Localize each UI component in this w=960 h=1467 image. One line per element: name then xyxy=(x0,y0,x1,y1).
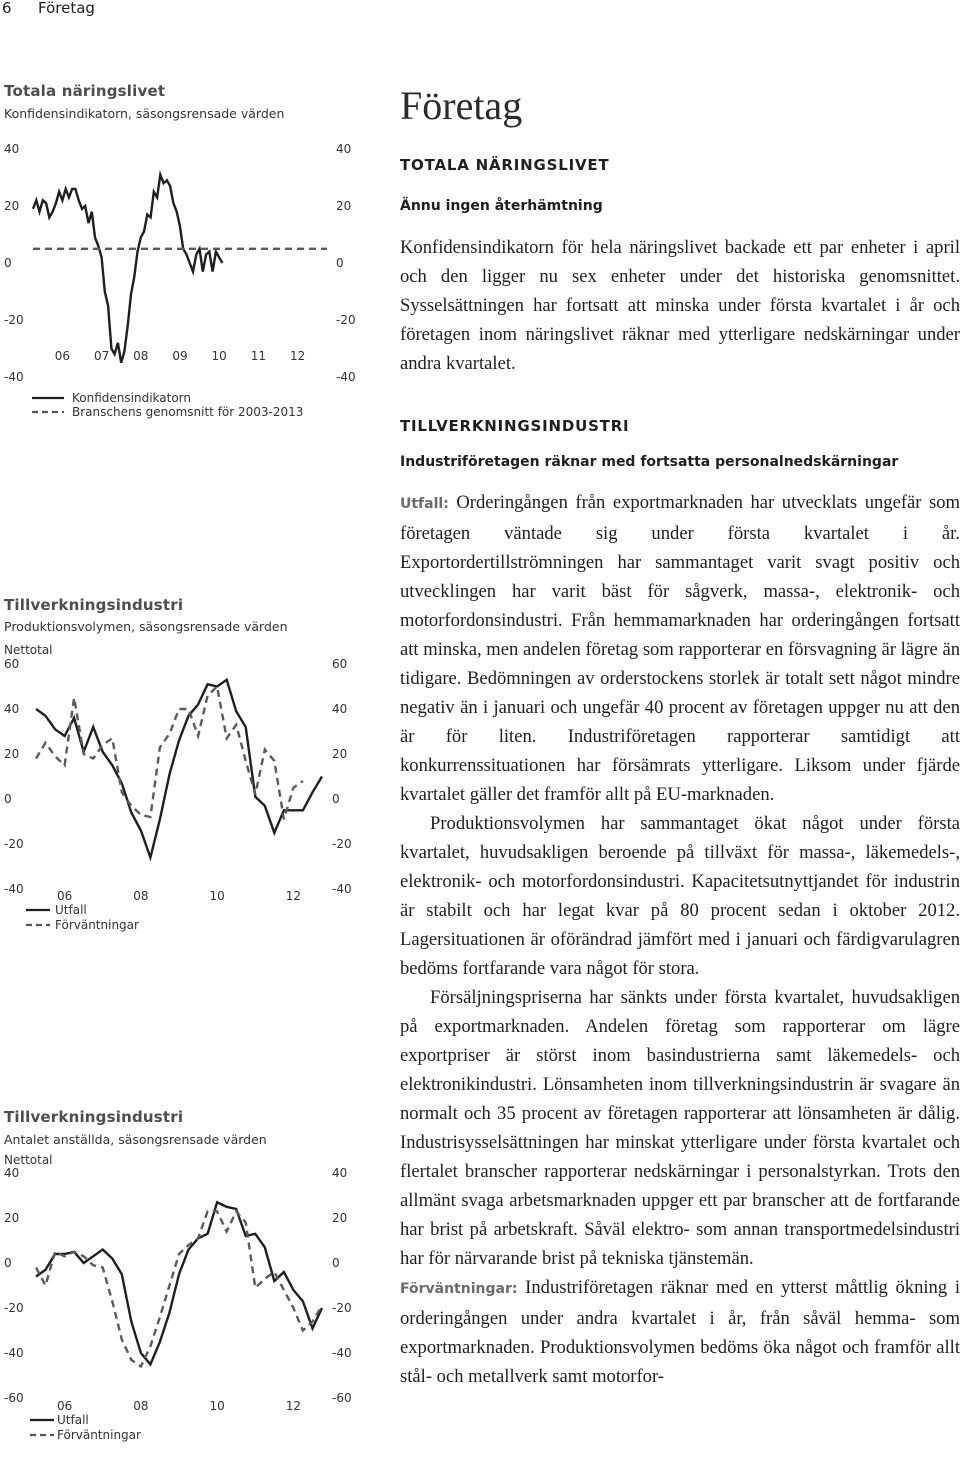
section-total-title: TOTALA NÄRINGSLIVET xyxy=(400,156,610,174)
y-tick-label-left: -20 xyxy=(4,837,24,851)
paragraph: Försäljningspriserna har sänkts under första kvartalet, huvudsakligen på exportmarknaden. Andelen företag som rapporterar om lägre exportpriser är störst inom basindustrierna samt läkemedels- och elektronikindustri. Lönsamheten inom tillverkningsindustrin är svagare än normalt och 35 procent av företagen rapporterar att lönsamheten är dålig. Industrisysselsättningen har minskat ytterligare under första kvartalet och flertalet branscher rapporterar nedskärningar i personalstyrkan. Trots den allmänt svaga arbetsmarknaden uppger ett par branscher att de fortfarande har brist på arbetskraft. Såväl elektro- som annan transportmedelsindustri har för närvarande brist på tekniska tjänstemän. xyxy=(400,987,960,1269)
x-tick-label: 06 xyxy=(56,889,73,903)
chart-production-unit: Nettotal xyxy=(4,643,53,657)
y-tick-label-right: -40 xyxy=(332,1346,352,1360)
y-tick-label-right: -20 xyxy=(332,837,352,851)
outcome-label: Utfall: xyxy=(400,496,449,512)
legend-label-expectations: Förväntningar xyxy=(55,918,139,932)
y-tick-label-right: 0 xyxy=(332,1256,340,1270)
chart-production-legend xyxy=(26,903,139,932)
paragraph-text: Orderingången från exportmarknaden har utvecklats ungefär som företagen väntade sig under första kvartalet i år. Exportordertillströmningen har sammantaget varit svagt positiv och utvecklingen har varit bäst för sågverk, massa-, elektronik- och motorfordonsindustri. Från hemmamarknaden har orderingången fortsatt att minska, men andelen företag som rapporterar en försvagning är lägre än tidigare. Bedömningen av orderstockens storlek är totalt sett något mindre negativ än i januari och ungefär 40 procent av företagen uppger nu att den är för liten. Industriföretagen rapporterar samtidigt att konkurrenssituationen har försämrats ytterligare. Liksom under fjärde kvartalet gäller det framför allt på EU-marknaden. xyxy=(400,492,960,805)
y-tick-label-left: 40 xyxy=(4,142,20,156)
y-tick-label-right: -60 xyxy=(332,1391,352,1405)
y-tick-label-left: -40 xyxy=(4,882,24,896)
y-tick-label-right: 40 xyxy=(332,702,348,716)
article-heading: Företag xyxy=(400,83,523,128)
expectations-label: Förväntningar: xyxy=(400,1281,518,1297)
y-tick-label-left: -20 xyxy=(4,1301,24,1315)
section-total-body xyxy=(400,233,960,378)
series-line-dashed xyxy=(36,687,303,820)
page-section-title: Företag xyxy=(38,0,95,17)
series-line-dashed xyxy=(36,1211,322,1366)
y-tick-label-right: 40 xyxy=(332,1166,348,1180)
x-tick-label: 10 xyxy=(209,889,225,903)
y-tick-label-right: -40 xyxy=(332,882,352,896)
page-header xyxy=(0,0,300,20)
series-line-solid xyxy=(33,175,222,363)
y-tick-label-left: 20 xyxy=(4,1211,20,1225)
y-tick-label-right: -20 xyxy=(336,313,356,327)
x-tick-label: 11 xyxy=(250,349,267,363)
x-tick-label: 06 xyxy=(56,1399,73,1413)
x-tick-label: 08 xyxy=(133,349,149,363)
y-tick-label-right: 20 xyxy=(332,1211,348,1225)
x-tick-label: 09 xyxy=(172,349,188,363)
chart-employment xyxy=(0,1150,370,1450)
paragraph: Konfidensindikatorn för hela näringslivet backade ett par enheter i april och den ligger nu sex enheter under det historiska genomsnittet. Sysselsättningen har fortsatt att minska under första kvartalet i år och företagen inom näringslivet räknar med ytterligare nedskärningar under andra kvartalet. xyxy=(400,237,960,374)
y-tick-label-left: 0 xyxy=(4,256,12,270)
section-industry-title: TILLVERKNINGSINDUSTRI xyxy=(400,417,630,435)
x-tick-label: 10 xyxy=(211,349,227,363)
x-tick-label: 06 xyxy=(54,349,71,363)
y-tick-label-right: 0 xyxy=(336,256,344,270)
y-tick-label-left: 20 xyxy=(4,747,20,761)
legend-label-average: Branschens genomsnitt för 2003-2013 xyxy=(72,405,304,419)
legend-label-outcome: Utfall xyxy=(55,903,87,917)
y-tick-label-left: 0 xyxy=(4,792,12,806)
x-tick-label: 08 xyxy=(133,1399,149,1413)
paragraph-text: Industriföretagen räknar med en ytterst måttlig ökning i orderingången under andra kvartalet i år, från såväl hemma- som exportmarknaden. Produktionsvolymen bedöms öka något och framför allt stål- och metallverk samt motorfor- xyxy=(400,1277,960,1387)
x-tick-label: 08 xyxy=(133,889,149,903)
chart-production-title: Tillverkningsindustri xyxy=(4,596,184,614)
y-tick-label-right: -40 xyxy=(336,370,356,384)
chart-employment-title: Tillverkningsindustri xyxy=(4,1108,184,1126)
x-tick-label: 07 xyxy=(93,349,110,363)
series-line-solid xyxy=(36,1202,322,1364)
y-tick-label-right: -20 xyxy=(332,1301,352,1315)
y-tick-label-left: -40 xyxy=(4,370,24,384)
y-tick-label-left: -40 xyxy=(4,1346,24,1360)
y-tick-label-left: -20 xyxy=(4,313,24,327)
x-tick-label: 12 xyxy=(289,349,306,363)
paragraph xyxy=(400,1273,960,1391)
chart-total-subtitle: Konfidensindikatorn, säsongsrensade värden xyxy=(4,106,285,121)
section-industry-body xyxy=(400,488,960,1391)
legend-label-confidence: Konfidensindikatorn xyxy=(72,391,191,405)
y-tick-label-right: 40 xyxy=(336,142,352,156)
y-tick-label-left: -60 xyxy=(4,1391,24,1405)
section-total-subtitle: Ännu ingen återhämtning xyxy=(400,198,603,214)
x-tick-label: 12 xyxy=(285,889,302,903)
x-tick-label: 12 xyxy=(285,1399,302,1413)
y-tick-label-right: 20 xyxy=(336,199,352,213)
paragraph xyxy=(400,488,960,809)
series-line-solid xyxy=(36,680,322,858)
paragraph: Produktionsvolymen har sammantaget ökat något under första kvartalet, huvudsakligen beroende på tillväxt för massa-, läkemedels-, elektronik- och motorfordonsindustri. Kapacitetsutnyttjandet för industrin är stabilt och har legat kvar på 80 procent sedan i oktober 2012. Lagersituationen är oförändrad jämfört med i januari och färdigvarulagren bedöms fortfarande vara något för stora. xyxy=(400,813,960,979)
chart-total xyxy=(0,130,370,430)
y-tick-label-left: 60 xyxy=(4,657,20,671)
y-tick-label-left: 0 xyxy=(4,1256,12,1270)
y-tick-label-left: 40 xyxy=(4,702,20,716)
legend-label-expectations: Förväntningar xyxy=(57,1428,141,1442)
chart-employment-unit: Nettotal xyxy=(4,1153,53,1167)
chart-employment-legend xyxy=(30,1413,141,1442)
legend-label-outcome: Utfall xyxy=(57,1413,89,1427)
y-tick-label-right: 60 xyxy=(332,657,348,671)
y-tick-label-left: 20 xyxy=(4,199,20,213)
chart-total-title: Totala näringslivet xyxy=(4,82,166,100)
y-tick-label-right: 0 xyxy=(332,792,340,806)
chart-production xyxy=(0,640,370,940)
y-tick-label-left: 40 xyxy=(4,1166,20,1180)
chart-production-subtitle: Produktionsvolymen, säsongsrensade värden xyxy=(4,619,288,634)
chart-employment-subtitle: Antalet anställda, säsongsrensade värden xyxy=(4,1132,267,1147)
y-tick-label-right: 20 xyxy=(332,747,348,761)
section-industry-subtitle: Industriföretagen räknar med fortsatta personalnedskärningar xyxy=(400,454,899,470)
x-tick-label: 10 xyxy=(209,1399,225,1413)
chart-total-legend xyxy=(32,391,303,419)
page-number: 6 xyxy=(2,0,12,17)
